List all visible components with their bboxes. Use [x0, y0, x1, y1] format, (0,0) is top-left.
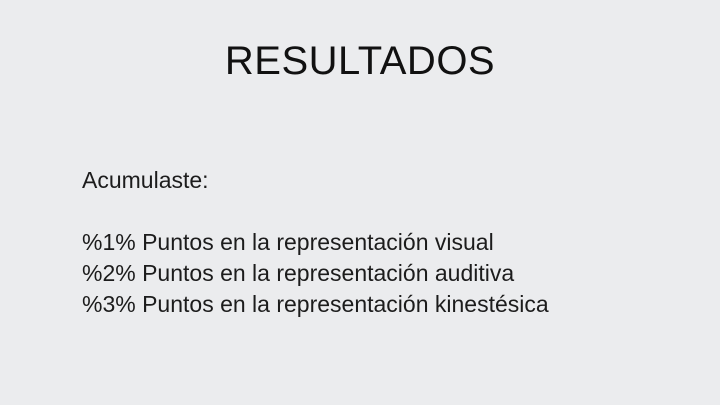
result-kinestesica: %3% Puntos en la representación kinestésica [82, 291, 549, 317]
page-title: RESULTADOS [224, 39, 496, 83]
intro-text: Acumulaste: [82, 167, 209, 193]
result-auditiva: %2% Puntos en la representación auditiva [82, 260, 515, 286]
results-content [82, 165, 682, 320]
result-visual: %1% Puntos en la representación visual [82, 229, 494, 255]
